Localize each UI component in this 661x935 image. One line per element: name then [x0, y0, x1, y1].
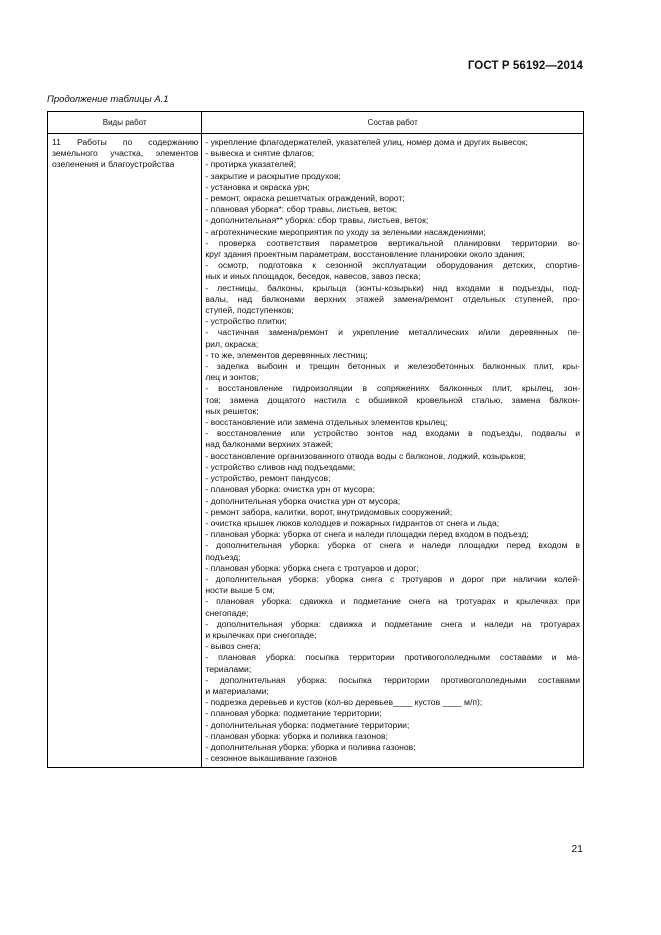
table-row — [48, 134, 584, 768]
work-item-line: - вывоз снега; — [205, 641, 261, 652]
work-item-line: - плановая уборка: сдвижка и подметание снега на тротуарах и крылечках при — [205, 596, 580, 607]
work-item-line: - частичная замена/ремонт и укрепление металлических и/или деревянных пе- — [205, 327, 580, 338]
work-item-line: териалами; — [205, 663, 252, 674]
work-item-line: валы, над балконами верхних этажей замена/ремонт отдельных ступеней, про- — [205, 293, 580, 304]
work-item-line: - плановая уборка: уборка снега с тротуаров и дорог; — [205, 562, 419, 573]
work-item-line: - лестницы, балконы, крыльца (зонты-козырьки) над входами в подъезды, под- — [205, 282, 580, 293]
work-item-line: - дополнительная уборка: сдвижка и подметание снега и наледи на тротуарах — [205, 618, 580, 629]
work-item-line: - плановая уборка*: сбор травы, листьев, веток; — [205, 204, 398, 215]
work-item-line: - проверка соответствия параметров вертикальной планировки территории во- — [205, 237, 580, 248]
work-item-line: - устройство сливов над подъездами; — [205, 461, 356, 472]
works-table — [47, 111, 584, 768]
work-item-line: - протирка указателей; — [205, 159, 297, 170]
work-item-line: - восстановление или замена отдельных элементов крылец; — [205, 417, 448, 428]
work-item-line: круг здания проектным параметрам, восстановление планировки около здания; — [205, 249, 525, 260]
work-item-line: - вывеска и снятие флагов; — [205, 148, 315, 159]
work-item-line: - ремонт, окраска решетчатых ограждений, ворот; — [205, 193, 405, 204]
work-item-line: - сезонное выкашивание газонов — [205, 753, 338, 764]
work-item-line: - установка и окраска урн; — [205, 181, 310, 192]
page-number: 21 — [571, 843, 583, 855]
work-item-line: подъезд; — [205, 551, 241, 562]
table-caption: Продолжение таблицы А.1 — [47, 94, 169, 105]
work-item-line: ных и иных площадок, беседок, навесов, завоз песка; — [205, 271, 421, 282]
work-item-line: и материалами; — [205, 685, 269, 696]
work-item-line: - восстановление или устройство зонтов над входами в подъезды, подвалы и — [205, 428, 580, 439]
work-item-line: рил, окраска; — [205, 338, 259, 349]
work-item-line: - устройство плитки; — [205, 316, 287, 327]
work-item-line: - очистка крышек люков колодцев и пожарных гидрантов от снега и льда; — [205, 517, 500, 528]
table-header-row — [48, 112, 584, 134]
work-item-line: - плановая уборка: подметание территории; — [205, 708, 382, 719]
work-item-line: и крылечках при снегопаде; — [205, 629, 317, 640]
work-item-line: - то же, элементов деревянных лестниц; — [205, 349, 368, 360]
column-header-work-type: Виды работ — [48, 112, 202, 134]
work-item-line: ступей, подступенков; — [205, 305, 294, 316]
work-item-line: - укрепление флагодержателей, указателей улиц, номер дома и других вывесок; — [205, 137, 528, 147]
work-composition-cell — [202, 134, 584, 768]
work-item-line: - заделка выбоин и трещин бетонных и железобетонных балконных плит, кры- — [205, 361, 580, 372]
work-item-line: ных решеток; — [205, 405, 259, 416]
work-item-line: снегопаде; — [205, 607, 249, 618]
work-type-cell: 11 Работы по содержанию земельного участка, элементов озеленения и благоустройства — [48, 134, 202, 768]
work-item-line: - дополнительная уборка: подметание территории; — [205, 719, 410, 730]
standard-code: ГОСТ Р 56192—2014 — [467, 60, 583, 72]
work-item-line: - дополнительная уборка очистка урн от мусора; — [205, 495, 401, 506]
work-item-line: над балконами верхних этажей; — [205, 439, 334, 450]
work-item-line: - дополнительная уборка: посыпка территории противогололедными составами — [205, 674, 580, 685]
work-item-line: - осмотр, подготовка к сезонной эксплуатации оборудования детских, спортив- — [205, 260, 580, 271]
work-item-line: - плановая уборка: уборка от снега и наледи площадки перед входом в подъезд; — [205, 529, 529, 540]
work-item-line: - плановая уборка: уборка и поливка газонов; — [205, 730, 388, 741]
work-item-line: - плановая уборка: посыпка территории противогололедными составами и ма- — [205, 652, 580, 663]
work-item-line: тов; замена дощатого настила с обшивкой кровельной сталью, замена балкон- — [205, 394, 580, 405]
work-item-line: - ремонт забора, калитки, ворот, внутридомовых сооружений; — [205, 506, 453, 517]
work-item-line: - дополнительная** уборка: сбор травы, листьев, веток; — [205, 215, 429, 226]
work-item-line: - агротехнические мероприятия по уходу за зелеными насаждениями; — [205, 226, 486, 237]
work-item-line: - дополнительная уборка: уборка от снега и наледи площадки перед входом в — [205, 540, 580, 551]
work-item-line: ности выше 5 см; — [205, 585, 275, 596]
work-item-line: лец и зонтов; — [205, 372, 259, 383]
work-item-line: - дополнительная уборка: уборка и поливка газонов; — [205, 741, 416, 752]
work-item-line: - подрезка деревьев и кустов (кол-во деревьев____ кустов ____ м/п); — [205, 697, 483, 708]
work-item-line: - восстановление организованного отвода воды с балконов, лоджий, козырьков; — [205, 450, 527, 461]
work-item-line: - устройство, ремонт пандусов; — [205, 473, 331, 484]
column-header-work-composition: Состав работ — [202, 112, 584, 134]
work-item-line: - восстановление гидроизоляции в сопряжениях балконных плит, крылец, зон- — [205, 383, 580, 394]
work-item-line: - плановая уборка: очистка урн от мусора; — [205, 484, 375, 495]
work-item-line: - дополнительная уборка: уборка снега с тротуаров и дорог при наличии колей- — [205, 573, 580, 584]
work-item-line: - закрытие и раскрытие продухов; — [205, 170, 341, 181]
